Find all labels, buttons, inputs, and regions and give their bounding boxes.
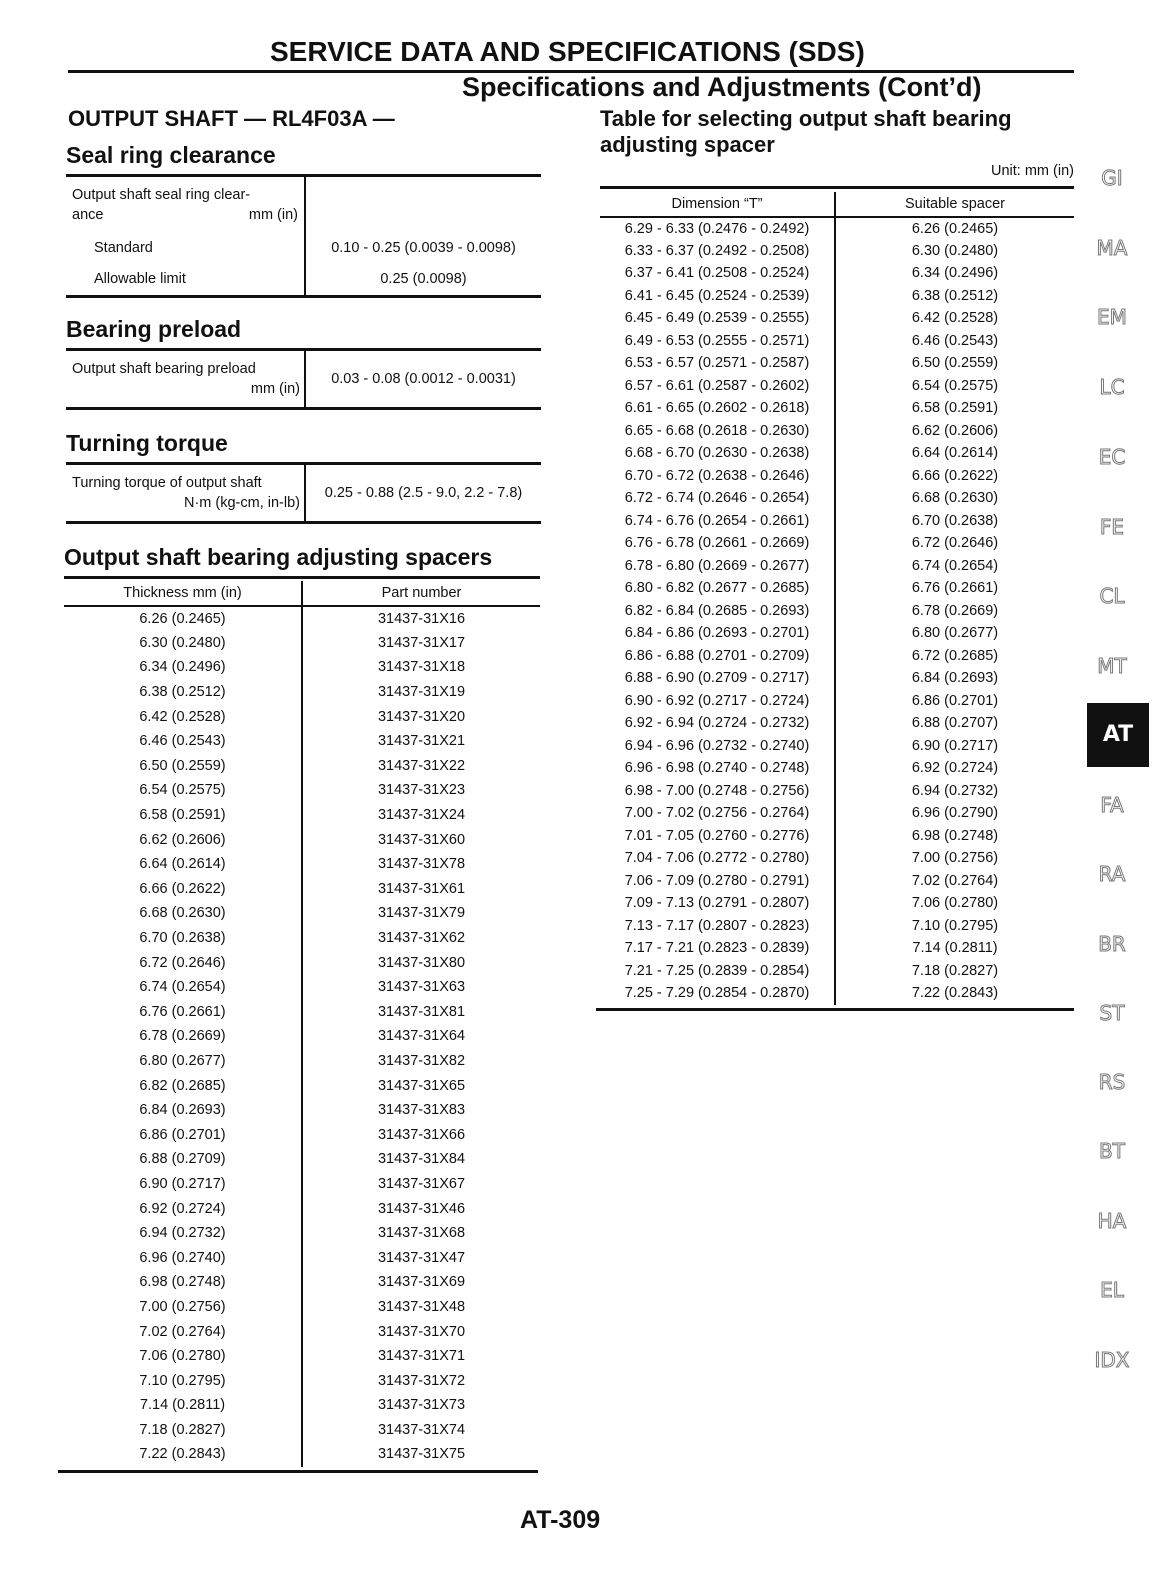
spacer-row-cell-2: 31437-31X19 xyxy=(377,684,466,701)
selection-bottom-rule xyxy=(596,1008,1074,1011)
selection-row-cell-1: 7.21 - 7.25 (0.2839 - 0.2854) xyxy=(600,960,835,983)
selection-row-cell-1: 6.90 - 6.92 (0.2717 - 0.2724) xyxy=(600,690,835,713)
seal-ring-empty-cell xyxy=(305,177,541,233)
spacer-row-cell-1: 6.46 (0.2543) xyxy=(64,729,302,754)
spacer-row-cell-2: 31437-31X47 xyxy=(377,1249,466,1266)
selection-row-cell-1: 7.01 - 7.05 (0.2760 - 0.2776) xyxy=(600,825,835,848)
spacer-row-cell-1: 6.68 (0.2630) xyxy=(64,901,302,926)
spacer-row-cell-2: 31437-31X81 xyxy=(377,1003,466,1020)
spacer-row-cell-1: 6.50 (0.2559) xyxy=(64,754,302,779)
selection-row xyxy=(600,667,1074,690)
spacer-row xyxy=(64,1122,540,1147)
spacer-row xyxy=(64,877,540,902)
selection-row-cell-1: 6.94 - 6.96 (0.2732 - 0.2740) xyxy=(600,735,835,758)
selection-row xyxy=(600,352,1074,375)
allowable-limit-value: 0.25 (0.0098) xyxy=(380,271,467,287)
selection-row xyxy=(600,802,1074,825)
selection-row-cell-1: 7.06 - 7.09 (0.2780 - 0.2791) xyxy=(600,870,835,893)
spacer-row-cell-2: 31437-31X62 xyxy=(377,930,466,947)
spacer-row-cell-1: 6.98 (0.2748) xyxy=(64,1270,302,1295)
selection-row-cell-2: 7.14 (0.2811) xyxy=(912,940,998,957)
side-tab-mt[interactable]: MT xyxy=(1097,654,1127,678)
spacer-row-cell-1: 7.14 (0.2811) xyxy=(64,1393,302,1418)
spacer-row-cell-2: 31437-31X64 xyxy=(377,1028,466,1045)
spacer-row-cell-2: 31437-31X21 xyxy=(377,733,466,750)
selection-row-cell-2: 6.46 (0.2543) xyxy=(911,332,999,349)
selection-row-cell-1: 7.17 - 7.21 (0.2823 - 0.2839) xyxy=(600,937,835,960)
side-tab-fa[interactable]: FA xyxy=(1100,793,1124,817)
selection-row xyxy=(600,960,1074,983)
side-tab-fe[interactable]: FE xyxy=(1099,515,1125,539)
spacer-row-cell-1: 6.30 (0.2480) xyxy=(64,631,302,656)
selection-table-heading-line1: Table for selecting output shaft bearing xyxy=(600,106,1012,131)
spacer-row-cell-2: 31437-31X46 xyxy=(377,1200,466,1217)
selection-row xyxy=(600,397,1074,420)
selection-row-cell-1: 6.80 - 6.82 (0.2677 - 0.2685) xyxy=(600,577,835,600)
spacer-row xyxy=(64,1073,540,1098)
selection-row-cell-2: 6.84 (0.2693) xyxy=(911,670,999,687)
bearing-preload-heading: Bearing preload xyxy=(66,316,242,342)
selection-row-cell-1: 6.57 - 6.61 (0.2587 - 0.2602) xyxy=(600,375,835,398)
selection-col-dimension: Dimension “T” xyxy=(600,192,835,217)
spacer-row xyxy=(64,1172,540,1197)
side-tab-br[interactable]: BR xyxy=(1098,932,1126,956)
selection-row-cell-1: 6.76 - 6.78 (0.2661 - 0.2669) xyxy=(600,532,835,555)
spacer-row-cell-1: 7.02 (0.2764) xyxy=(64,1319,302,1344)
page-number: AT-309 xyxy=(520,1506,601,1534)
selection-row xyxy=(600,577,1074,600)
side-tab-ma[interactable]: MA xyxy=(1096,236,1128,260)
selection-row xyxy=(600,465,1074,488)
spacer-row-cell-2: 31437-31X70 xyxy=(377,1323,466,1340)
seal-ring-label-line1: Output shaft seal ring clear- xyxy=(72,187,251,203)
turning-torque-label xyxy=(66,465,305,521)
spacer-row xyxy=(64,1196,540,1221)
selection-row-cell-1: 7.25 - 7.29 (0.2854 - 0.2870) xyxy=(600,982,835,1005)
selection-row xyxy=(600,622,1074,645)
standard-value: 0.10 - 0.25 (0.0039 - 0.0098) xyxy=(331,240,516,256)
spacer-row-cell-2: 31437-31X67 xyxy=(377,1175,466,1192)
spacer-row xyxy=(64,778,540,803)
selection-row xyxy=(600,442,1074,465)
spacer-row xyxy=(64,975,540,1000)
spacer-row-cell-1: 6.26 (0.2465) xyxy=(64,606,302,631)
selection-row-cell-2: 7.06 (0.2780) xyxy=(911,895,999,912)
selection-row-cell-2: 7.18 (0.2827) xyxy=(911,962,999,979)
selection-top-rule xyxy=(600,186,1074,189)
selection-table xyxy=(600,192,1074,1005)
spacer-row-cell-2: 31437-31X60 xyxy=(377,831,466,848)
side-tab-bt[interactable]: BT xyxy=(1099,1139,1125,1163)
selection-row-cell-2: 7.22 (0.2843) xyxy=(911,985,999,1002)
spacer-row-cell-2: 31437-31X23 xyxy=(377,782,466,799)
selection-row-cell-1: 6.72 - 6.74 (0.2646 - 0.2654) xyxy=(600,487,835,510)
spacer-row xyxy=(64,1295,540,1320)
side-tab-em[interactable]: EM xyxy=(1097,305,1127,329)
selection-row-cell-1: 6.29 - 6.33 (0.2476 - 0.2492) xyxy=(600,217,835,240)
selection-row xyxy=(600,712,1074,735)
spacer-row xyxy=(64,827,540,852)
spacer-row-cell-1: 6.38 (0.2512) xyxy=(64,680,302,705)
selection-row-cell-2: 6.98 (0.2748) xyxy=(911,827,999,844)
bearing-preload-unit: mm (in) xyxy=(250,381,300,397)
spacer-row-cell-2: 31437-31X18 xyxy=(377,659,466,676)
selection-row-cell-2: 6.66 (0.2622) xyxy=(911,467,999,484)
selection-row xyxy=(600,307,1074,330)
selection-row xyxy=(600,915,1074,938)
selection-row-cell-2: 6.26 (0.2465) xyxy=(911,220,999,237)
selection-row-cell-1: 6.49 - 6.53 (0.2555 - 0.2571) xyxy=(600,330,835,353)
side-tab-ec[interactable]: EC xyxy=(1098,445,1126,469)
selection-row-cell-1: 7.00 - 7.02 (0.2756 - 0.2764) xyxy=(600,802,835,825)
spacer-row xyxy=(64,1245,540,1270)
spacer-row-cell-2: 31437-31X74 xyxy=(377,1421,466,1438)
selection-row-cell-1: 6.86 - 6.88 (0.2701 - 0.2709) xyxy=(600,645,835,668)
selection-row-cell-2: 6.38 (0.2512) xyxy=(911,287,999,304)
side-tab-el[interactable]: EL xyxy=(1100,1278,1124,1302)
selection-row-cell-1: 6.53 - 6.57 (0.2571 - 0.2587) xyxy=(600,352,835,375)
selection-row-cell-2: 6.70 (0.2638) xyxy=(911,512,999,529)
selection-row xyxy=(600,690,1074,713)
selection-row xyxy=(600,600,1074,623)
selection-table-heading xyxy=(600,106,1012,158)
spacer-row-cell-2: 31437-31X72 xyxy=(377,1372,466,1389)
spacer-row xyxy=(64,1368,540,1393)
seal-ring-label xyxy=(66,177,305,233)
selection-row xyxy=(600,780,1074,803)
selection-row-cell-1: 6.37 - 6.41 (0.2508 - 0.2524) xyxy=(600,262,835,285)
selection-row-cell-2: 7.00 (0.2756) xyxy=(911,850,999,867)
spacer-row xyxy=(64,1000,540,1025)
spacer-row-cell-1: 6.34 (0.2496) xyxy=(64,655,302,680)
side-tab-gi[interactable]: GI xyxy=(1101,166,1123,190)
spacers-top-rule xyxy=(64,576,540,579)
selection-row-cell-2: 6.74 (0.2654) xyxy=(911,557,999,574)
spacer-row-cell-2: 31437-31X68 xyxy=(377,1225,466,1242)
spacer-row-cell-1: 6.82 (0.2685) xyxy=(64,1073,302,1098)
selection-row-cell-2: 6.54 (0.2575) xyxy=(911,377,999,394)
spacer-row xyxy=(64,1221,540,1246)
selection-row-cell-1: 6.68 - 6.70 (0.2630 - 0.2638) xyxy=(600,442,835,465)
selection-row-cell-2: 6.90 (0.2717) xyxy=(911,737,999,754)
selection-row xyxy=(600,330,1074,353)
spacer-row-cell-1: 6.76 (0.2661) xyxy=(64,1000,302,1025)
selection-row-cell-1: 6.45 - 6.49 (0.2539 - 0.2555) xyxy=(600,307,835,330)
selection-row xyxy=(600,870,1074,893)
side-tab-lc[interactable]: LC xyxy=(1099,375,1125,399)
spacer-row-cell-2: 31437-31X16 xyxy=(377,610,466,627)
selection-row xyxy=(600,420,1074,443)
selection-row-cell-2: 6.58 (0.2591) xyxy=(911,400,999,417)
turning-torque-heading: Turning torque xyxy=(66,430,228,456)
spacer-row-cell-1: 6.74 (0.2654) xyxy=(64,975,302,1000)
page-header-title: SERVICE DATA AND SPECIFICATIONS (SDS) xyxy=(270,36,865,67)
spacer-row-cell-1: 6.94 (0.2732) xyxy=(64,1221,302,1246)
selection-row xyxy=(600,487,1074,510)
spacer-row-cell-2: 31437-31X78 xyxy=(377,856,466,873)
spacer-row-cell-1: 6.80 (0.2677) xyxy=(64,1049,302,1074)
selection-row xyxy=(600,217,1074,240)
selection-row xyxy=(600,757,1074,780)
selection-row-cell-2: 6.80 (0.2677) xyxy=(911,625,999,642)
selection-row xyxy=(600,937,1074,960)
spacer-row xyxy=(64,926,540,951)
selection-row-cell-1: 6.84 - 6.86 (0.2693 - 0.2701) xyxy=(600,622,835,645)
selection-row-cell-2: 7.10 (0.2795) xyxy=(911,917,999,934)
spacer-row xyxy=(64,680,540,705)
spacer-row-cell-2: 31437-31X75 xyxy=(377,1446,466,1463)
selection-row xyxy=(600,532,1074,555)
spacer-row xyxy=(64,1270,540,1295)
bearing-preload-value: 0.03 - 0.08 (0.0012 - 0.0031) xyxy=(331,371,516,387)
turning-torque-spec-box xyxy=(66,462,541,524)
spacer-row-cell-2: 31437-31X69 xyxy=(377,1274,466,1291)
unit-label: Unit: mm (in) xyxy=(991,163,1074,179)
spacers-col-part-number: Part number xyxy=(302,581,540,606)
selection-table-heading-line2: adjusting spacer xyxy=(600,132,775,157)
side-tab-ra[interactable]: RA xyxy=(1098,862,1126,886)
spacer-row xyxy=(64,1098,540,1123)
spacer-row xyxy=(64,803,540,828)
spacers-table xyxy=(64,581,540,1467)
spacer-row-cell-2: 31437-31X63 xyxy=(377,979,466,996)
spacer-row xyxy=(64,852,540,877)
spacer-row-cell-2: 31437-31X61 xyxy=(377,880,466,897)
spacer-row-cell-1: 6.90 (0.2717) xyxy=(64,1172,302,1197)
spacer-row xyxy=(64,631,540,656)
selection-row-cell-1: 7.04 - 7.06 (0.2772 - 0.2780) xyxy=(600,847,835,870)
spacer-row xyxy=(64,606,540,631)
spacer-row xyxy=(64,1344,540,1369)
seal-ring-unit: mm (in) xyxy=(248,207,298,223)
selection-row-cell-2: 6.76 (0.2661) xyxy=(911,580,999,597)
seal-ring-label-line2: ance xyxy=(72,207,104,223)
selection-row xyxy=(600,735,1074,758)
selection-row xyxy=(600,240,1074,263)
bearing-preload-spec-box xyxy=(66,348,541,410)
selection-row-cell-2: 6.94 (0.2732) xyxy=(911,782,999,799)
spacer-row-cell-1: 6.70 (0.2638) xyxy=(64,926,302,951)
spacer-row-cell-1: 6.58 (0.2591) xyxy=(64,803,302,828)
spacer-row-cell-2: 31437-31X73 xyxy=(377,1397,466,1414)
spacer-row xyxy=(64,1418,540,1443)
spacer-row xyxy=(64,1442,540,1467)
selection-row-cell-2: 6.62 (0.2606) xyxy=(911,422,999,439)
seal-ring-spec-box xyxy=(66,174,541,298)
spacer-row-cell-1: 7.10 (0.2795) xyxy=(64,1368,302,1393)
spacer-row-cell-2: 31437-31X22 xyxy=(377,757,466,774)
spacer-row-cell-1: 6.66 (0.2622) xyxy=(64,877,302,902)
spacer-row-cell-2: 31437-31X24 xyxy=(377,807,466,824)
spacer-row-cell-2: 31437-31X84 xyxy=(377,1151,466,1168)
section-title: OUTPUT SHAFT — RL4F03A — xyxy=(68,106,395,131)
spacer-row-cell-2: 31437-31X48 xyxy=(377,1298,466,1315)
selection-row-cell-1: 6.98 - 7.00 (0.2748 - 0.2756) xyxy=(600,780,835,803)
selection-row-cell-2: 6.34 (0.2496) xyxy=(911,265,999,282)
spacer-row-cell-2: 31437-31X65 xyxy=(377,1077,466,1094)
side-tab-at[interactable]: AT xyxy=(1087,703,1149,767)
spacer-row-cell-2: 31437-31X20 xyxy=(377,708,466,725)
selection-row-cell-2: 6.72 (0.2685) xyxy=(911,647,999,664)
side-tab-cl[interactable]: CL xyxy=(1099,584,1125,608)
side-tab-st[interactable]: ST xyxy=(1099,1001,1125,1025)
bearing-preload-label-text: Output shaft bearing preload xyxy=(72,361,256,377)
selection-row-cell-2: 6.50 (0.2559) xyxy=(911,355,999,372)
selection-row-cell-1: 6.78 - 6.80 (0.2669 - 0.2677) xyxy=(600,555,835,578)
allowable-limit-label: Allowable limit xyxy=(66,263,305,295)
selection-row xyxy=(600,892,1074,915)
spacer-row-cell-1: 6.88 (0.2709) xyxy=(64,1147,302,1172)
selection-row xyxy=(600,262,1074,285)
selection-row-cell-2: 6.72 (0.2646) xyxy=(911,535,999,552)
spacer-row-cell-1: 6.78 (0.2669) xyxy=(64,1024,302,1049)
selection-row-cell-1: 6.33 - 6.37 (0.2492 - 0.2508) xyxy=(600,240,835,263)
spacer-row-cell-1: 6.64 (0.2614) xyxy=(64,852,302,877)
selection-row-cell-2: 6.88 (0.2707) xyxy=(911,715,999,732)
standard-label: Standard xyxy=(66,233,305,263)
selection-row-cell-1: 6.82 - 6.84 (0.2685 - 0.2693) xyxy=(600,600,835,623)
selection-row-cell-1: 7.09 - 7.13 (0.2791 - 0.2807) xyxy=(600,892,835,915)
spacer-row xyxy=(64,1147,540,1172)
spacer-row-cell-2: 31437-31X79 xyxy=(377,905,466,922)
selection-row-cell-2: 6.96 (0.2790) xyxy=(911,805,999,822)
selection-row-cell-1: 6.92 - 6.94 (0.2724 - 0.2732) xyxy=(600,712,835,735)
selection-row xyxy=(600,645,1074,668)
spacer-row xyxy=(64,704,540,729)
spacer-row-cell-1: 7.18 (0.2827) xyxy=(64,1418,302,1443)
selection-row-cell-2: 7.02 (0.2764) xyxy=(911,872,999,889)
selection-row-cell-2: 6.68 (0.2630) xyxy=(911,490,999,507)
selection-row-cell-1: 7.13 - 7.17 (0.2807 - 0.2823) xyxy=(600,915,835,938)
selection-row-cell-1: 6.70 - 6.72 (0.2638 - 0.2646) xyxy=(600,465,835,488)
spacer-row xyxy=(64,729,540,754)
side-tab-ha[interactable]: HA xyxy=(1097,1209,1127,1233)
spacers-col-thickness: Thickness mm (in) xyxy=(64,581,302,606)
spacer-row xyxy=(64,1024,540,1049)
selection-row-cell-2: 6.86 (0.2701) xyxy=(911,692,999,709)
turning-torque-label-text: Turning torque of output shaft xyxy=(72,475,262,491)
selection-row xyxy=(600,982,1074,1005)
turning-torque-value: 0.25 - 0.88 (2.5 - 9.0, 2.2 - 7.8) xyxy=(324,485,523,501)
spacer-row-cell-1: 6.54 (0.2575) xyxy=(64,778,302,803)
selection-row-cell-1: 6.88 - 6.90 (0.2709 - 0.2717) xyxy=(600,667,835,690)
spacer-row-cell-2: 31437-31X82 xyxy=(377,1052,466,1069)
spacer-row xyxy=(64,655,540,680)
selection-row-cell-1: 6.65 - 6.68 (0.2618 - 0.2630) xyxy=(600,420,835,443)
selection-row xyxy=(600,555,1074,578)
selection-row xyxy=(600,847,1074,870)
selection-row-cell-1: 6.41 - 6.45 (0.2524 - 0.2539) xyxy=(600,285,835,308)
selection-row-cell-2: 6.42 (0.2528) xyxy=(911,310,999,327)
spacer-row-cell-1: 6.86 (0.2701) xyxy=(64,1122,302,1147)
selection-col-spacer: Suitable spacer xyxy=(835,192,1074,217)
spacer-row xyxy=(64,754,540,779)
spacer-row-cell-2: 31437-31X17 xyxy=(377,634,466,651)
side-tab-rs[interactable]: RS xyxy=(1098,1070,1126,1094)
selection-row-cell-1: 6.61 - 6.65 (0.2602 - 0.2618) xyxy=(600,397,835,420)
spacer-row-cell-1: 6.96 (0.2740) xyxy=(64,1245,302,1270)
spacer-row-cell-1: 7.22 (0.2843) xyxy=(64,1442,302,1467)
page-header-subtitle: Specifications and Adjustments (Cont’d) xyxy=(462,72,982,102)
spacer-row-cell-2: 31437-31X66 xyxy=(377,1126,466,1143)
selection-row-cell-1: 6.96 - 6.98 (0.2740 - 0.2748) xyxy=(600,757,835,780)
spacer-row xyxy=(64,950,540,975)
spacer-row xyxy=(64,901,540,926)
spacer-row-cell-1: 7.06 (0.2780) xyxy=(64,1344,302,1369)
selection-row xyxy=(600,375,1074,398)
spacer-row-cell-1: 6.92 (0.2724) xyxy=(64,1196,302,1221)
selection-row-cell-2: 6.92 (0.2724) xyxy=(911,760,999,777)
spacer-row-cell-1: 6.62 (0.2606) xyxy=(64,827,302,852)
spacer-row-cell-1: 6.84 (0.2693) xyxy=(64,1098,302,1123)
spacer-row-cell-1: 6.42 (0.2528) xyxy=(64,704,302,729)
side-tab-idx[interactable]: IDX xyxy=(1094,1348,1130,1372)
spacer-row-cell-2: 31437-31X71 xyxy=(377,1348,466,1365)
selection-row-cell-2: 6.64 (0.2614) xyxy=(911,445,999,462)
seal-ring-heading: Seal ring clearance xyxy=(66,142,276,168)
selection-row xyxy=(600,825,1074,848)
selection-row-cell-2: 6.30 (0.2480) xyxy=(911,242,999,259)
spacer-row xyxy=(64,1049,540,1074)
selection-row-cell-1: 6.74 - 6.76 (0.2654 - 0.2661) xyxy=(600,510,835,533)
selection-row xyxy=(600,285,1074,308)
spacers-heading: Output shaft bearing adjusting spacers xyxy=(64,544,493,570)
spacer-row-cell-1: 6.72 (0.2646) xyxy=(64,950,302,975)
selection-row xyxy=(600,510,1074,533)
spacer-row-cell-2: 31437-31X80 xyxy=(377,954,466,971)
spacer-row-cell-1: 7.00 (0.2756) xyxy=(64,1295,302,1320)
spacer-row-cell-2: 31437-31X83 xyxy=(377,1102,466,1119)
spacer-row xyxy=(64,1393,540,1418)
selection-row-cell-2: 6.78 (0.2669) xyxy=(911,602,999,619)
spacer-row xyxy=(64,1319,540,1344)
turning-torque-unit: N·m (kg-cm, in-lb) xyxy=(184,495,300,511)
spacers-bottom-rule xyxy=(58,1470,538,1473)
bearing-preload-label xyxy=(66,351,305,407)
